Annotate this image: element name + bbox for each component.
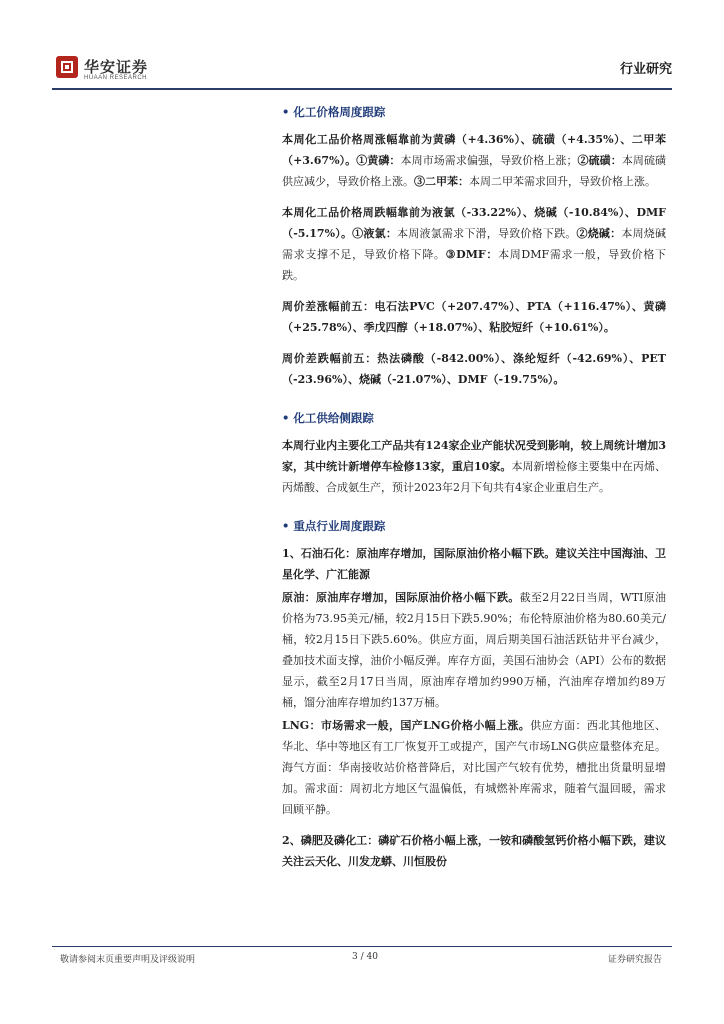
phosphate-heading: 2、磷肥及磷化工：磷矿石价格小幅上涨，一铵和磷酸氢钙价格小幅下跌，建议关注云天化、川发龙蟒、川恒股份 <box>282 834 666 868</box>
spread-rise-paragraph: 周价差涨幅前五：电石法PVC（+207.47%）、PTA（+116.47%）、黄磷（+25.78%）、季戊四醇（+18.07%）、粘胶短纤（+10.61%）。 <box>282 300 666 334</box>
report-type: 证券研究报告 <box>607 955 662 965</box>
logo-text: 华安证券 <box>84 58 149 76</box>
section-title-industry: • 重点行业周度跟踪 <box>282 519 386 533</box>
section-title-supply: • 化工供给侧跟踪 <box>282 411 374 425</box>
footer-divider <box>52 946 672 947</box>
bullet-icon: • <box>282 519 290 533</box>
price-rise-paragraph: 本周化工品价格周涨幅靠前为黄磷（+4.36%）、硫磺（+4.35%）、二甲苯（+3.67%）。①黄磷：本周市场需求偏强，导致价格上涨；②硫磺：本周硫磺供应减少，导致价格上涨。③二甲苯：本周二甲苯需求回升，导致价格上涨。 <box>282 133 667 188</box>
lng-paragraph: LNG：市场需求一般，国产LNG价格小幅上涨。供应方面：西北其他地区、华北、华中等地区有工厂恢复开工或提产，国产气市场LNG供应量整体充足。海气方面：华南接收站价格普降后，对比国产气较有优势，槽批出货量明显增加。需求面：周初北方地区气温偏低，有城燃补库需求，随着气温回暖，需求回顾平静。 <box>282 719 667 816</box>
supply-paragraph: 本周行业内主要化工产品共有124家企业产能状况受到影响，较上周统计增加3家，其中统计新增停车检修13家，重启10家。本周新增检修主要集中在丙烯、丙烯酸、合成氨生产，预计2023年2月下旬共有4家企业重启生产。 <box>282 439 666 494</box>
header-divider <box>52 88 672 90</box>
section-title-price: • 化工价格周度跟踪 <box>282 105 386 119</box>
bullet-icon: • <box>282 105 290 119</box>
bullet-icon: • <box>282 411 290 425</box>
page-number: 3 / 40 <box>352 952 378 962</box>
report-category: 行业研究 <box>619 62 672 77</box>
petrochem-heading: 1、石油石化：原油库存增加，国际原油价格小幅下跌。建议关注中国海油、卫星化学、广汇能源 <box>282 547 666 581</box>
page-header <box>52 52 672 88</box>
price-fall-paragraph: 本周化工品价格周跌幅靠前为液氯（-33.22%）、烧碱（-10.84%）、DMF（-5.17%）。①液氯：本周液氯需求下滑，导致价格下跌。②烧碱：本周烧碱需求支撑不足，导致价格下降。③DMF：本周DMF需求一般，导致价格下跌。 <box>282 206 667 282</box>
spread-fall-paragraph: 周价差跌幅前五：热法磷酸（-842.00%）、涤纶短纤（-42.69%）、PET（-23.96%）、烧碱（-21.07%）、DMF（-19.75%）。 <box>282 352 666 386</box>
crude-oil-paragraph: 原油：原油库存增加，国际原油价格小幅下跌。截至2月22日当周，WTI原油价格为73.95美元/桶，较2月15日下跌5.90%；布伦特原油价格为80.60美元/桶，较2月15日下跌5.60%。供应方面，周后期美国石油活跃钻井平台减少，叠加技术面支撑，油价小幅反弹。库存方面，美国石油协会（API）公布的数据显示，截至2月17日当周，原油库存增加约990万桶，汽油库存增加约89万桶，馏分油库存增加约137万桶。 <box>282 591 667 709</box>
logo-subtext: HUAAN RESEARCH <box>84 75 148 81</box>
disclaimer-text: 敬请参阅末页重要声明及评级说明 <box>60 955 196 965</box>
main-content <box>282 104 666 882</box>
huaan-logo-icon <box>56 56 78 78</box>
